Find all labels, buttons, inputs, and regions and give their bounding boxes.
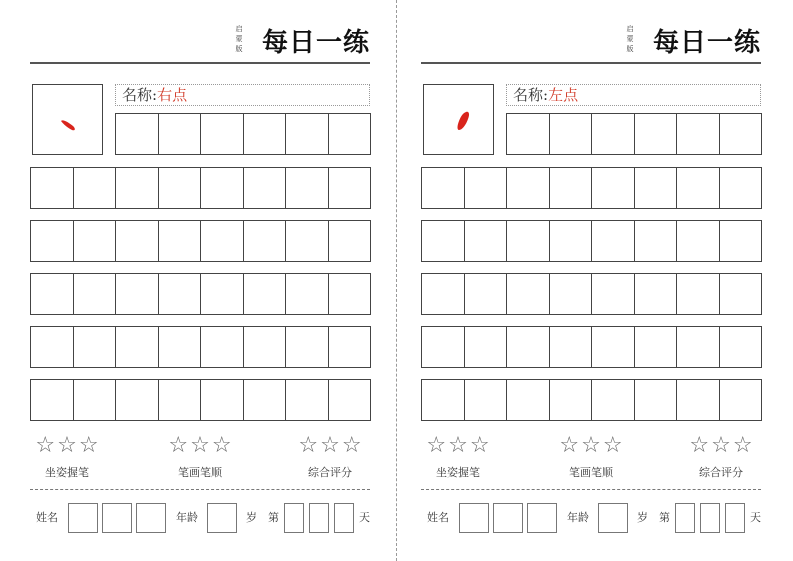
writing-cell[interactable] xyxy=(550,220,593,262)
stroke-name-label: 名称: xyxy=(513,86,549,104)
writing-cell[interactable] xyxy=(677,326,720,368)
writing-cell[interactable] xyxy=(507,113,550,155)
name-box[interactable] xyxy=(102,503,132,533)
writing-cell[interactable] xyxy=(116,113,159,155)
writing-cell[interactable] xyxy=(507,273,550,315)
day-suffix: 天 xyxy=(750,511,761,524)
writing-cell[interactable] xyxy=(286,379,329,421)
writing-cell[interactable] xyxy=(31,220,74,262)
edition-char: 启 xyxy=(626,25,634,33)
writing-cell[interactable] xyxy=(677,379,720,421)
rating-stroke-order xyxy=(546,434,636,480)
star-icon[interactable]: ☆ xyxy=(559,433,580,458)
writing-cell[interactable] xyxy=(31,167,74,209)
practice-sheet-left xyxy=(30,0,370,561)
rating-posture xyxy=(22,434,112,480)
grid-row xyxy=(115,113,371,155)
writing-cell[interactable] xyxy=(720,273,763,315)
age-box[interactable] xyxy=(207,503,237,533)
writing-cell[interactable] xyxy=(31,273,74,315)
age-unit: 岁 xyxy=(637,511,648,524)
writing-cell[interactable] xyxy=(507,326,550,368)
practice-sheet-right xyxy=(421,0,761,561)
stroke-name-field xyxy=(506,84,761,106)
writing-cell[interactable] xyxy=(422,326,465,368)
star-icon[interactable]: ☆ xyxy=(602,433,623,458)
writing-cell[interactable] xyxy=(422,220,465,262)
stroke-name-value: 左点 xyxy=(548,86,579,104)
grid-row xyxy=(421,220,762,262)
writing-cell[interactable] xyxy=(244,167,287,209)
edition-label xyxy=(624,24,636,54)
writing-cell[interactable] xyxy=(201,113,244,155)
writing-cell[interactable] xyxy=(592,167,635,209)
writing-cell[interactable] xyxy=(635,379,678,421)
writing-cell[interactable] xyxy=(592,220,635,262)
writing-cell[interactable] xyxy=(422,273,465,315)
writing-cell[interactable] xyxy=(116,273,159,315)
footer-divider xyxy=(421,489,761,490)
writing-cell[interactable] xyxy=(31,379,74,421)
name-box[interactable] xyxy=(527,503,557,533)
writing-cell[interactable] xyxy=(720,167,763,209)
edition-char: 蒙 xyxy=(626,35,634,43)
writing-cell[interactable] xyxy=(635,113,678,155)
star-icon[interactable]: ☆ xyxy=(689,433,710,458)
age-box[interactable] xyxy=(598,503,628,533)
writing-cell[interactable] xyxy=(550,326,593,368)
grid-row xyxy=(506,113,762,155)
writing-cell[interactable] xyxy=(244,273,287,315)
writing-cell[interactable] xyxy=(465,220,508,262)
grid-row xyxy=(30,273,371,315)
writing-cell[interactable] xyxy=(677,167,720,209)
grid-row xyxy=(30,167,371,209)
writing-cell[interactable] xyxy=(677,220,720,262)
grid-row xyxy=(421,379,762,421)
writing-cell[interactable] xyxy=(329,273,372,315)
student-info-row xyxy=(421,503,761,533)
day-box[interactable] xyxy=(309,503,329,533)
writing-cell[interactable] xyxy=(159,326,202,368)
rating-overall xyxy=(285,434,375,480)
writing-cell[interactable] xyxy=(201,273,244,315)
age-unit: 岁 xyxy=(246,511,257,524)
writing-cell[interactable] xyxy=(635,167,678,209)
writing-cell[interactable] xyxy=(329,379,372,421)
writing-cell[interactable] xyxy=(550,167,593,209)
star-icon[interactable]: ☆ xyxy=(448,433,468,458)
writing-cell[interactable] xyxy=(244,326,287,368)
star-icon[interactable]: ☆ xyxy=(732,433,753,458)
writing-cell[interactable] xyxy=(635,326,678,368)
left-dot-stroke-icon xyxy=(458,112,470,130)
writing-cell[interactable] xyxy=(422,167,465,209)
grid-row xyxy=(30,220,371,262)
writing-cell[interactable] xyxy=(592,379,635,421)
writing-cell[interactable] xyxy=(592,113,635,155)
writing-cell[interactable] xyxy=(550,273,593,315)
writing-cell[interactable] xyxy=(592,326,635,368)
page-title: 每日一练 xyxy=(652,28,761,58)
writing-cell[interactable] xyxy=(286,220,329,262)
rating-posture xyxy=(413,434,503,480)
writing-cell[interactable] xyxy=(507,220,550,262)
age-label: 年龄 xyxy=(176,511,198,524)
star-icon[interactable]: ☆ xyxy=(35,433,56,458)
age-label: 年龄 xyxy=(567,511,589,524)
writing-cell[interactable] xyxy=(286,113,329,155)
writing-cell[interactable] xyxy=(74,167,117,209)
writing-cell[interactable] xyxy=(592,273,635,315)
writing-cell[interactable] xyxy=(635,273,678,315)
stroke-sample-icon xyxy=(33,85,102,154)
cut-line xyxy=(396,0,397,561)
writing-cell[interactable] xyxy=(74,220,117,262)
edition-label xyxy=(233,24,245,54)
star-icon[interactable]: ☆ xyxy=(341,433,362,458)
writing-cell[interactable] xyxy=(159,113,202,155)
edition-char: 版 xyxy=(235,45,243,53)
day-box[interactable] xyxy=(675,503,695,533)
rating-stroke-order xyxy=(155,434,245,480)
rating-label: 坐姿握笔 xyxy=(45,466,89,479)
name-label: 姓名 xyxy=(36,511,58,524)
stroke-sample-icon xyxy=(424,85,493,154)
writing-cell[interactable] xyxy=(329,167,372,209)
stroke-name-value: 右点 xyxy=(157,86,188,104)
writing-cell[interactable] xyxy=(159,379,202,421)
name-box[interactable] xyxy=(493,503,523,533)
grid-row xyxy=(30,379,371,421)
grid-row xyxy=(30,326,371,368)
writing-cell[interactable] xyxy=(465,167,508,209)
writing-cell[interactable] xyxy=(116,167,159,209)
day-suffix: 天 xyxy=(359,511,370,524)
writing-cell[interactable] xyxy=(550,379,593,421)
writing-cell[interactable] xyxy=(286,326,329,368)
writing-cell[interactable] xyxy=(159,167,202,209)
student-info-row xyxy=(30,503,370,533)
rating-overall xyxy=(676,434,766,480)
writing-cell[interactable] xyxy=(329,113,372,155)
star-icon[interactable]: ☆ xyxy=(298,433,319,458)
writing-cell[interactable] xyxy=(720,326,763,368)
day-box[interactable] xyxy=(284,503,304,533)
name-box[interactable] xyxy=(136,503,166,533)
writing-cell[interactable] xyxy=(244,379,287,421)
writing-cell[interactable] xyxy=(244,113,287,155)
writing-cell[interactable] xyxy=(116,326,159,368)
grid-row xyxy=(421,326,762,368)
writing-cell[interactable] xyxy=(465,379,508,421)
rating-label: 笔画笔顺 xyxy=(178,466,222,479)
day-prefix: 第 xyxy=(659,511,670,524)
writing-cell[interactable] xyxy=(286,167,329,209)
star-icon[interactable]: ☆ xyxy=(426,433,447,458)
writing-cell[interactable] xyxy=(116,379,159,421)
writing-cell[interactable] xyxy=(329,220,372,262)
writing-cell[interactable] xyxy=(116,220,159,262)
day-box[interactable] xyxy=(334,503,354,533)
name-box[interactable] xyxy=(459,503,489,533)
stroke-sample-box xyxy=(32,84,103,155)
stroke-name-field xyxy=(115,84,370,106)
name-label: 姓名 xyxy=(427,511,449,524)
grid-row xyxy=(421,167,762,209)
rating-label: 综合评分 xyxy=(308,466,352,479)
day-box[interactable] xyxy=(725,503,745,533)
writing-cell[interactable] xyxy=(720,113,763,155)
writing-cell[interactable] xyxy=(159,273,202,315)
writing-cell[interactable] xyxy=(201,167,244,209)
writing-cell[interactable] xyxy=(677,113,720,155)
star-icon[interactable]: ☆ xyxy=(78,433,99,458)
rating-label: 综合评分 xyxy=(699,466,743,479)
writing-cell[interactable] xyxy=(720,379,763,421)
writing-cell[interactable] xyxy=(507,379,550,421)
day-prefix: 第 xyxy=(268,511,279,524)
stroke-sample-box xyxy=(423,84,494,155)
edition-char: 版 xyxy=(626,45,634,53)
writing-cell[interactable] xyxy=(31,326,74,368)
writing-cell[interactable] xyxy=(720,220,763,262)
writing-cell[interactable] xyxy=(677,273,720,315)
writing-cell[interactable] xyxy=(74,326,117,368)
writing-cell[interactable] xyxy=(507,167,550,209)
day-box[interactable] xyxy=(700,503,720,533)
rating-label: 笔画笔顺 xyxy=(569,466,613,479)
footer-divider xyxy=(30,489,370,490)
writing-cell[interactable] xyxy=(74,273,117,315)
page-title: 每日一练 xyxy=(261,28,370,58)
star-icon[interactable]: ☆ xyxy=(57,433,77,458)
writing-cell[interactable] xyxy=(159,220,202,262)
star-icon[interactable]: ☆ xyxy=(168,433,189,458)
star-icon[interactable]: ☆ xyxy=(190,433,210,458)
writing-cell[interactable] xyxy=(550,113,593,155)
writing-cell[interactable] xyxy=(465,273,508,315)
writing-cell[interactable] xyxy=(201,379,244,421)
star-icon[interactable]: ☆ xyxy=(581,433,601,458)
star-icon[interactable]: ☆ xyxy=(711,433,731,458)
stroke-name-label: 名称: xyxy=(122,86,158,104)
edition-char: 启 xyxy=(235,25,243,33)
rating-label: 坐姿握笔 xyxy=(436,466,480,479)
writing-cell[interactable] xyxy=(201,220,244,262)
writing-cell[interactable] xyxy=(74,379,117,421)
writing-cell[interactable] xyxy=(465,326,508,368)
name-box[interactable] xyxy=(68,503,98,533)
writing-cell[interactable] xyxy=(201,326,244,368)
edition-char: 蒙 xyxy=(235,35,243,43)
grid-row xyxy=(421,273,762,315)
writing-cell[interactable] xyxy=(286,273,329,315)
star-icon[interactable]: ☆ xyxy=(320,433,340,458)
writing-cell[interactable] xyxy=(635,220,678,262)
title-divider xyxy=(421,62,761,64)
writing-cell[interactable] xyxy=(329,326,372,368)
right-dot-stroke-icon xyxy=(61,120,75,130)
title-divider xyxy=(30,62,370,64)
star-icon[interactable]: ☆ xyxy=(211,433,232,458)
star-icon[interactable]: ☆ xyxy=(469,433,490,458)
writing-cell[interactable] xyxy=(422,379,465,421)
writing-cell[interactable] xyxy=(244,220,287,262)
